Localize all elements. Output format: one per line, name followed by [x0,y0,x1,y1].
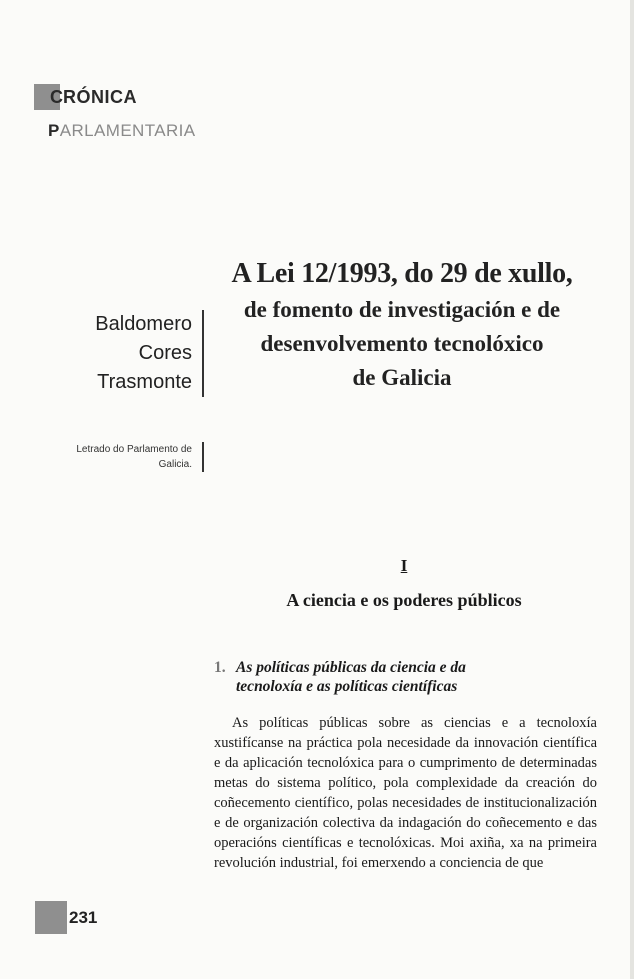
section-word-cronica: RÓNICA [63,87,137,107]
subsection-title [236,658,594,696]
affiliation-line-1: Letrado do Parlamento de [76,444,192,455]
page-number: 231 [69,908,98,927]
author-block [30,310,204,470]
body-paragraph: As políticas públicas sobre as ciencias e a tecnoloxía xustifícanse na práctica pola necesidade da innovación científica e da aplicación tecnolóxica para o cumprimento de determinadas metas do sistema político, pola complexidade da creación do coñecemento científico, polas necesidades de institucionalización e de organización colectiva da indagación do coñecemento e das operacións científicas e tecnolóxicas. Moi axiña, xa na primeira revolución industrial, foi emerxendo a conciencia de que [214,715,597,871]
subsection-title-line-2: tecnoloxía e as políticas científicas [236,678,458,695]
article-title [218,257,586,395]
author-surname-2: Trasmonte [97,371,192,393]
body-text [214,713,597,873]
section-header-line2 [48,121,196,141]
section-initial: C [50,87,64,107]
section-title: A ciencia e os poderes públicos [286,590,522,610]
subtitle-line-3: de Galicia [352,365,452,390]
title-main: A Lei 12/1993, do 29 de xullo, [231,258,573,289]
section-initial-p: P [48,121,60,140]
affiliation-line-2: Galicia. [158,459,192,470]
subtitle-line-1: de fomento de investigación e de [243,297,561,322]
author-affiliation [30,442,204,472]
section-word-parlamentaria: ARLAMENTARIA [59,121,196,140]
subsection-heading [214,658,594,696]
author-first-name: Baldomero [95,313,192,335]
subsection-title-line-1: As políticas públicas da ciencia e da [236,659,466,676]
subsection-number: 1. [214,659,226,676]
section-roman-numeral: I [400,556,408,575]
page-number-box [35,901,67,934]
author-name [30,310,204,397]
author-surname-1: Cores [138,342,192,364]
title-subtitle [218,293,586,395]
subtitle-line-2: desenvolvemento tecnolóxico [260,331,544,356]
page-edge-shadow [630,0,634,979]
